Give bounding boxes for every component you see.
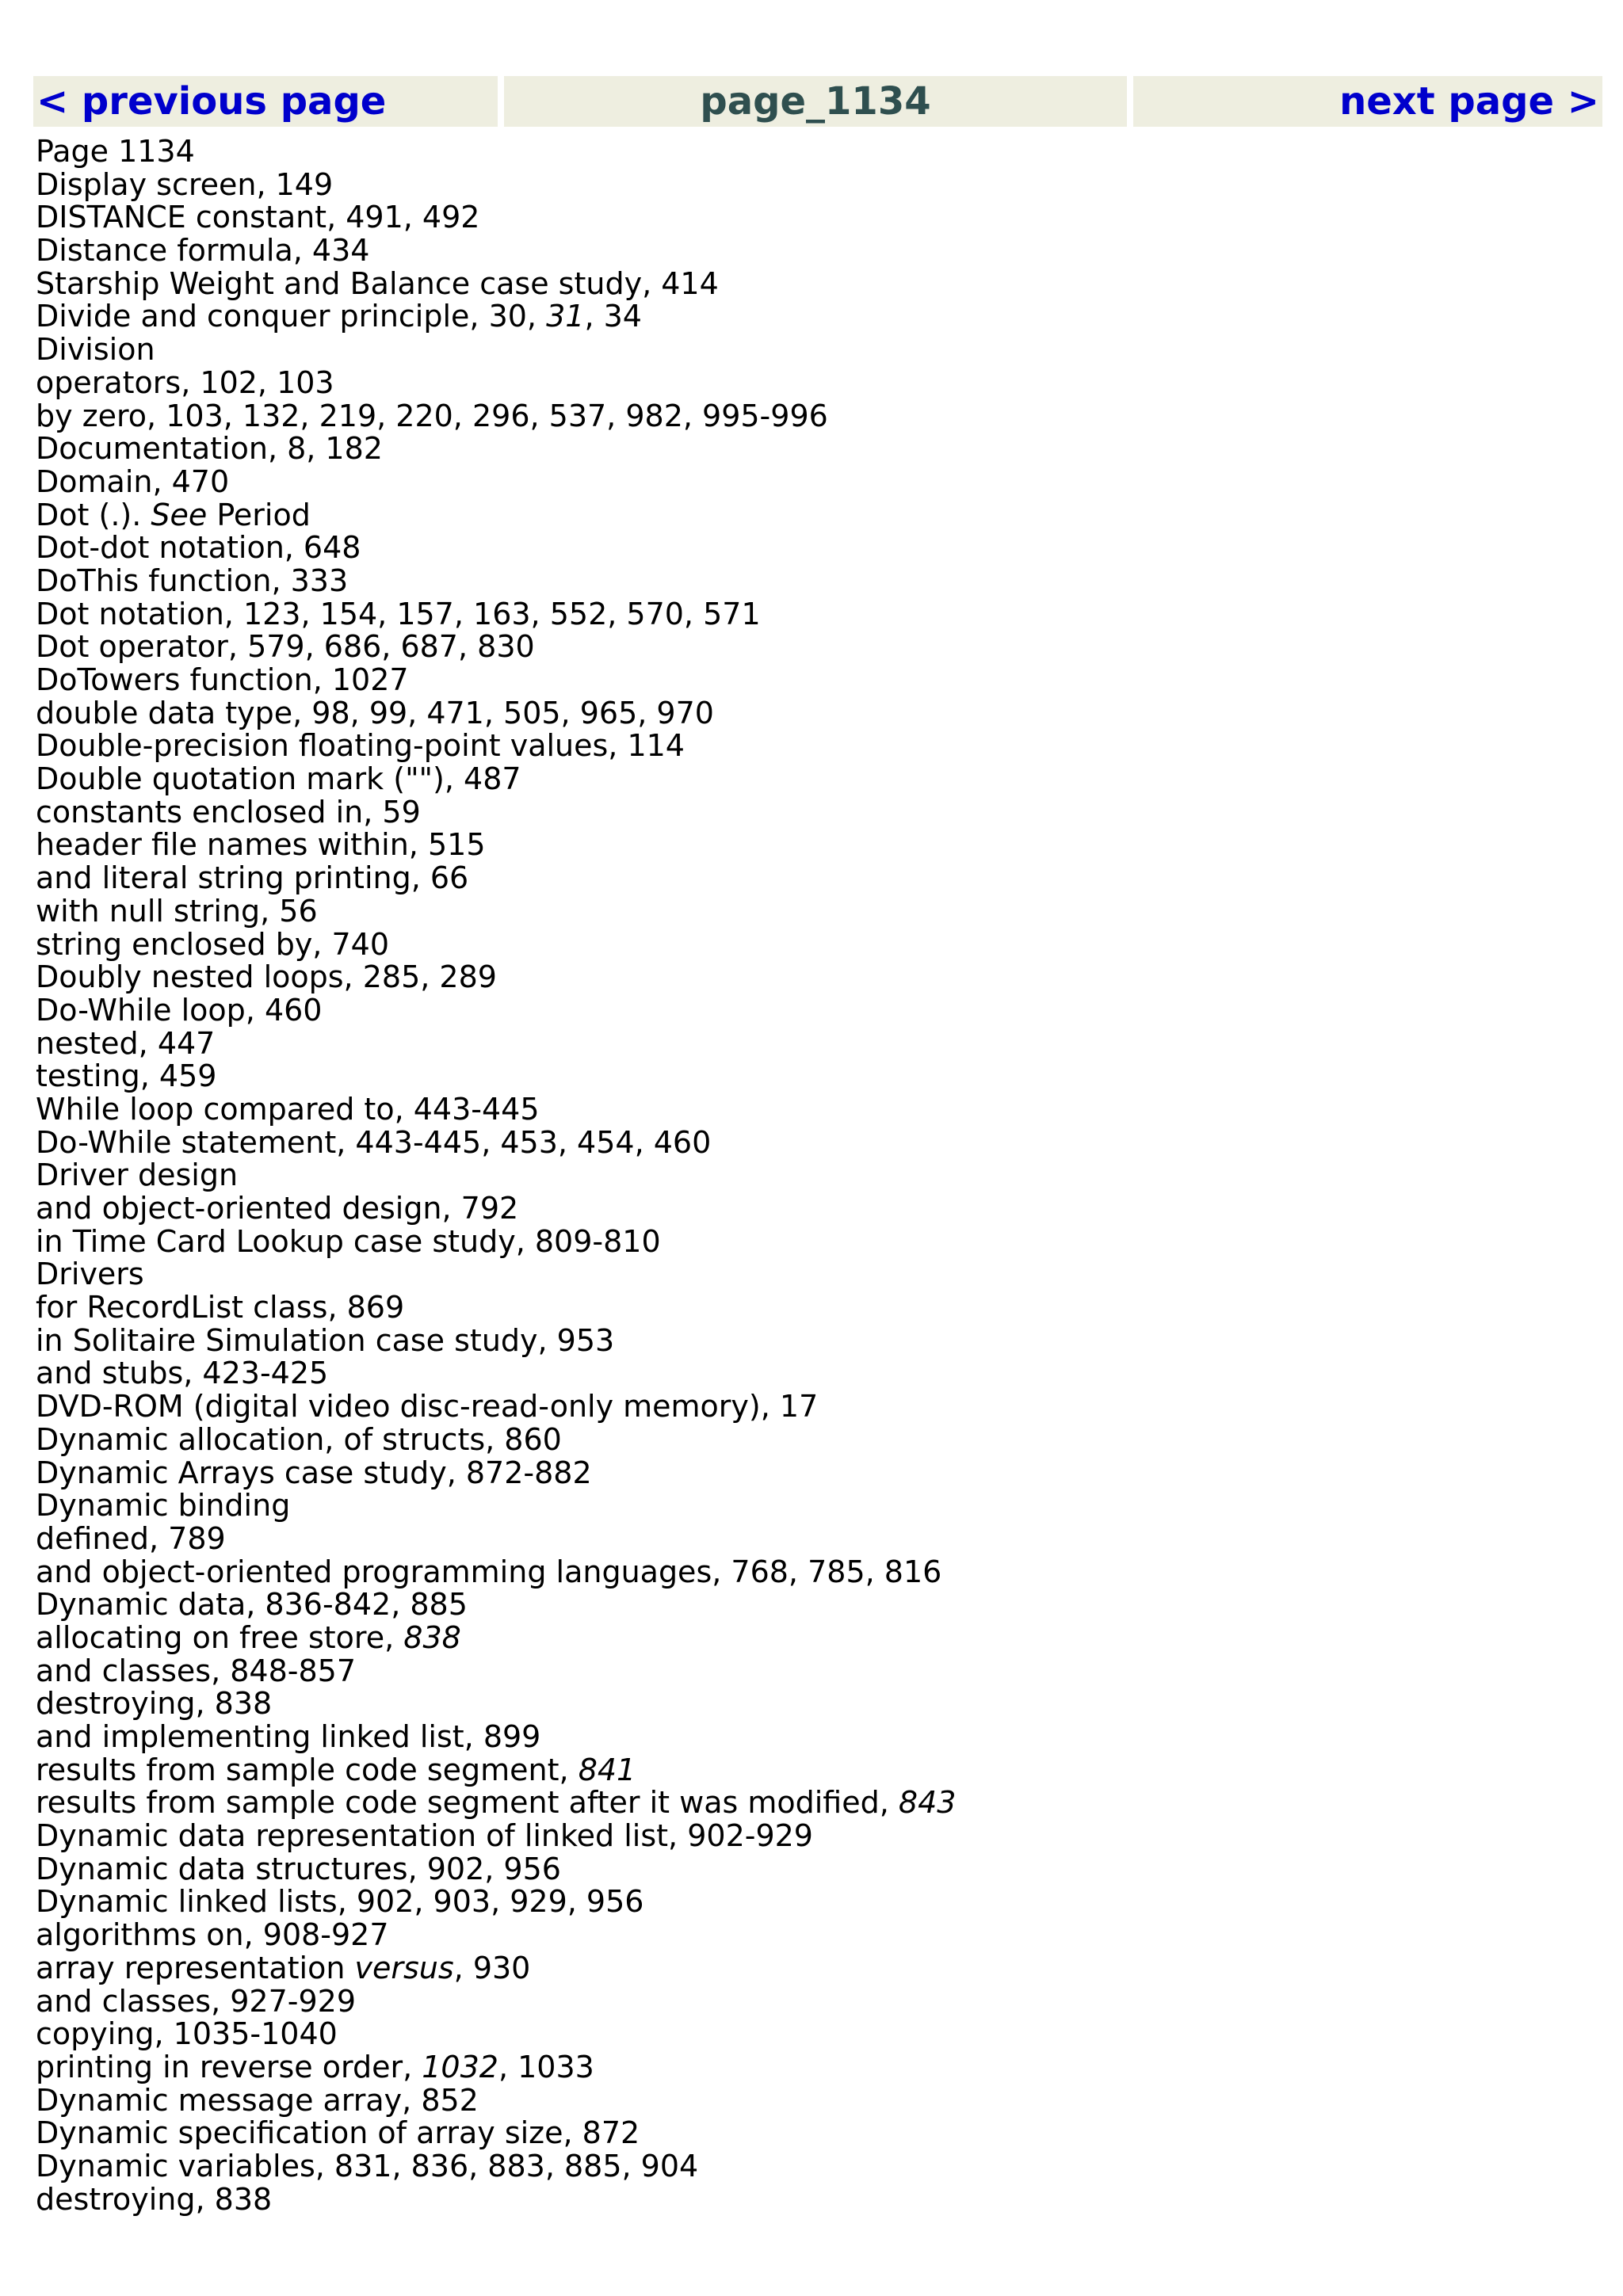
index-entry [36,532,1589,565]
index-entry-text: defined, 789 [36,1520,226,1556]
index-entry [36,166,1589,202]
index-entry [36,1291,1589,1325]
index-entry [36,1820,1589,1853]
index-entry-text: and classes, 927-929 [36,1983,357,2019]
index-entry [36,2084,1589,2118]
index-entry [36,1589,1589,1622]
index-entry [36,1787,1589,1820]
index-entry-text: Double quotation mark (""), 487 [36,761,521,797]
index-entry [36,201,1589,235]
index-entry-text: Dynamic binding [36,1488,291,1524]
index-entry-text: destroying, 838 [36,2181,273,2217]
index-entry-text: Dynamic allocation, of structs, 860 [36,1421,562,1457]
index-entry-text: DISTANCE constant, 491, 492 [36,200,480,235]
index-entry-text: Do-While statement, 443-445, 453, 454, 460 [36,1124,712,1160]
index-entry-text: Divide and conquer principle, 30, [36,299,547,334]
index-entry-text: nested, 447 [36,1025,216,1061]
index-entry [36,135,1589,169]
index-entry-text: constants enclosed in, 59 [36,794,421,830]
index-entry-text: DVD-ROM (digital video disc-read-only memory), 17 [36,1389,819,1425]
index-entry-text: results from sample code segment after it was modified, [36,1785,899,1821]
index-entry [36,300,1589,334]
index-entry [36,1124,1589,1160]
index-entry-italic-text: See [151,497,208,532]
index-entry [36,2051,1589,2084]
index-entry [36,926,1589,962]
index-entry [36,1192,1589,1226]
index-entry-text: for RecordList class, 869 [36,1290,405,1325]
index-entry-text: Starship Weight and Balance case study, 414 [36,265,719,301]
index-entry [36,334,1589,367]
index-entry [36,463,1589,499]
index-entry-text: Dot (.). [36,497,151,532]
index-entry-text: Dot notation, 123, 154, 157, 163, 552, 570, 571 [36,596,761,631]
index-entry-text: Domain, 470 [36,463,230,499]
index-entry [36,631,1589,664]
index-entry [36,598,1589,631]
index-entry-text: algorithms on, 908-927 [36,1917,389,1953]
index-entry-italic-text: versus [354,1950,454,1985]
index-entry-text: array representation [36,1950,355,1985]
index-entry-text: Driver design [36,1158,239,1193]
index-entry-text: and stubs, 423-425 [36,1356,329,1391]
index-entry [36,1159,1589,1192]
index-entry [36,895,1589,929]
page-title: page_1134 [504,76,1127,127]
index-entry [36,2117,1589,2150]
index-entry [36,1357,1589,1390]
index-entry-text: results from sample code segment, [36,1752,579,1787]
index-entry-text: in Solitaire Simulation case study, 953 [36,1322,615,1358]
index-entry [36,1457,1589,1490]
index-entry-text: Dynamic variables, 831, 836, 883, 885, 904 [36,2148,699,2183]
index-entry-text: with null string, 56 [36,893,318,929]
index-entry-text: Dot-dot notation, 648 [36,530,361,566]
index-entry [36,1322,1589,1358]
index-entry [36,1721,1589,1754]
index-entry-text: Drivers [36,1257,144,1292]
index-entry [36,994,1589,1028]
index-entry-text: double data type, 98, 99, 471, 505, 965, 970 [36,695,714,730]
index-entry-text: testing, 459 [36,1058,217,1094]
index-entry-italic-text: 843 [898,1785,957,1821]
index-entry [36,235,1589,268]
index-entry [36,1919,1589,1952]
next-page-link[interactable]: next page > [1133,76,1602,127]
index-entry-text: Dynamic specification of array size, 872 [36,2115,640,2151]
index-entry [36,2150,1589,2183]
index-entry [36,796,1589,830]
index-entry-text: Doubly nested loops, 285, 289 [36,959,497,995]
index-entry [36,829,1589,862]
index-entry-text: and implementing linked list, 899 [36,1719,541,1754]
index-entry-text: Do-While loop, 460 [36,992,323,1028]
index-entry [36,961,1589,994]
index-entry-text: destroying, 838 [36,1686,273,1722]
index-entry-text: , 34 [584,299,642,334]
index-entry [36,499,1589,532]
index-entry [36,1952,1589,1985]
index-entry [36,1556,1589,1589]
index-entry-text: Dynamic data representation of linked list, 902-929 [36,1818,813,1854]
index-entry [36,1520,1589,1556]
index-entry [36,1754,1589,1787]
index-entry-text: Display screen, 149 [36,166,334,202]
index-entry-text: Dynamic Arrays case study, 872-882 [36,1455,592,1490]
index-entry-text: printing in reverse order, [36,2049,422,2084]
index-entry-italic-text: 31 [546,299,585,334]
index-entry [36,1688,1589,1721]
index-entry [36,1619,1589,1655]
index-entry [36,1655,1589,1688]
index-entry-text: string enclosed by, 740 [36,926,389,962]
index-entry-italic-text: 1032 [422,2049,498,2084]
index-entry [36,1853,1589,1886]
index-entry [36,664,1589,697]
index-entry-text: DoTowers function, 1027 [36,662,409,697]
index-entry-italic-text: 838 [403,1619,461,1655]
index-entry [36,2018,1589,2051]
index-entry-text: operators, 102, 103 [36,364,334,400]
index-entry-text: While loop compared to, 443-445 [36,1091,540,1127]
index-entry [36,565,1589,598]
index-entry [36,1060,1589,1093]
index-entry [36,1025,1589,1061]
index-entry [36,730,1589,763]
index-entry-text: Dynamic message array, 852 [36,2082,479,2118]
index-entry-text: Period [207,497,311,532]
index-entry [36,1258,1589,1291]
index-entry-text: and object-oriented programming languages, 768, 785, 816 [36,1554,942,1589]
index-entry [36,697,1589,730]
index-entry-text: Dynamic linked lists, 902, 903, 929, 956 [36,1884,644,1920]
index-entry-italic-text: 841 [578,1752,636,1787]
index-entry [36,2183,1589,2217]
index-entry-text: in Time Card Lookup case study, 809-810 [36,1223,661,1259]
index-entry [36,265,1589,301]
index-entry [36,1390,1589,1424]
index-entry-text: and object-oriented design, 792 [36,1191,519,1226]
index-entry-text: Page 1134 [36,134,195,169]
index-entry [36,364,1589,400]
index-entry-text: allocating on free store, [36,1619,404,1655]
index-entries [36,135,1589,2216]
index-entry-text: Dot operator, 579, 686, 687, 830 [36,629,535,665]
index-entry [36,862,1589,895]
index-entry [36,763,1589,796]
index-entry [36,1093,1589,1127]
index-entry-text: , 930 [453,1950,531,1985]
index-entry [36,1489,1589,1523]
index-entry-text: Dynamic data, 836-842, 885 [36,1587,468,1623]
previous-page-link[interactable]: < previous page [33,76,498,127]
index-entry [36,433,1589,466]
index-entry [36,1985,1589,2019]
index-entry-text: Division [36,332,155,368]
index-entry-text: by zero, 103, 132, 219, 220, 296, 537, 982, 995-996 [36,398,828,433]
index-entry-text: Distance formula, 434 [36,233,370,269]
index-entry [36,1223,1589,1259]
index-entry-text: Double-precision floating-point values, 114 [36,728,685,764]
index-entry [36,400,1589,433]
page-navigation-bar [33,76,1602,127]
index-entry [36,1886,1589,1919]
index-entry-text: copying, 1035-1040 [36,2016,338,2052]
index-entry-text: , 1033 [498,2049,594,2084]
index-entry-text: DoThis function, 333 [36,563,349,598]
index-entry-text: Dynamic data structures, 902, 956 [36,1851,561,1886]
index-entry-text: and literal string printing, 66 [36,860,469,896]
index-entry [36,1421,1589,1457]
index-entry-text: header file names within, 515 [36,827,486,863]
index-entry-text: Documentation, 8, 182 [36,431,383,467]
index-entry-text: and classes, 848-857 [36,1653,357,1688]
